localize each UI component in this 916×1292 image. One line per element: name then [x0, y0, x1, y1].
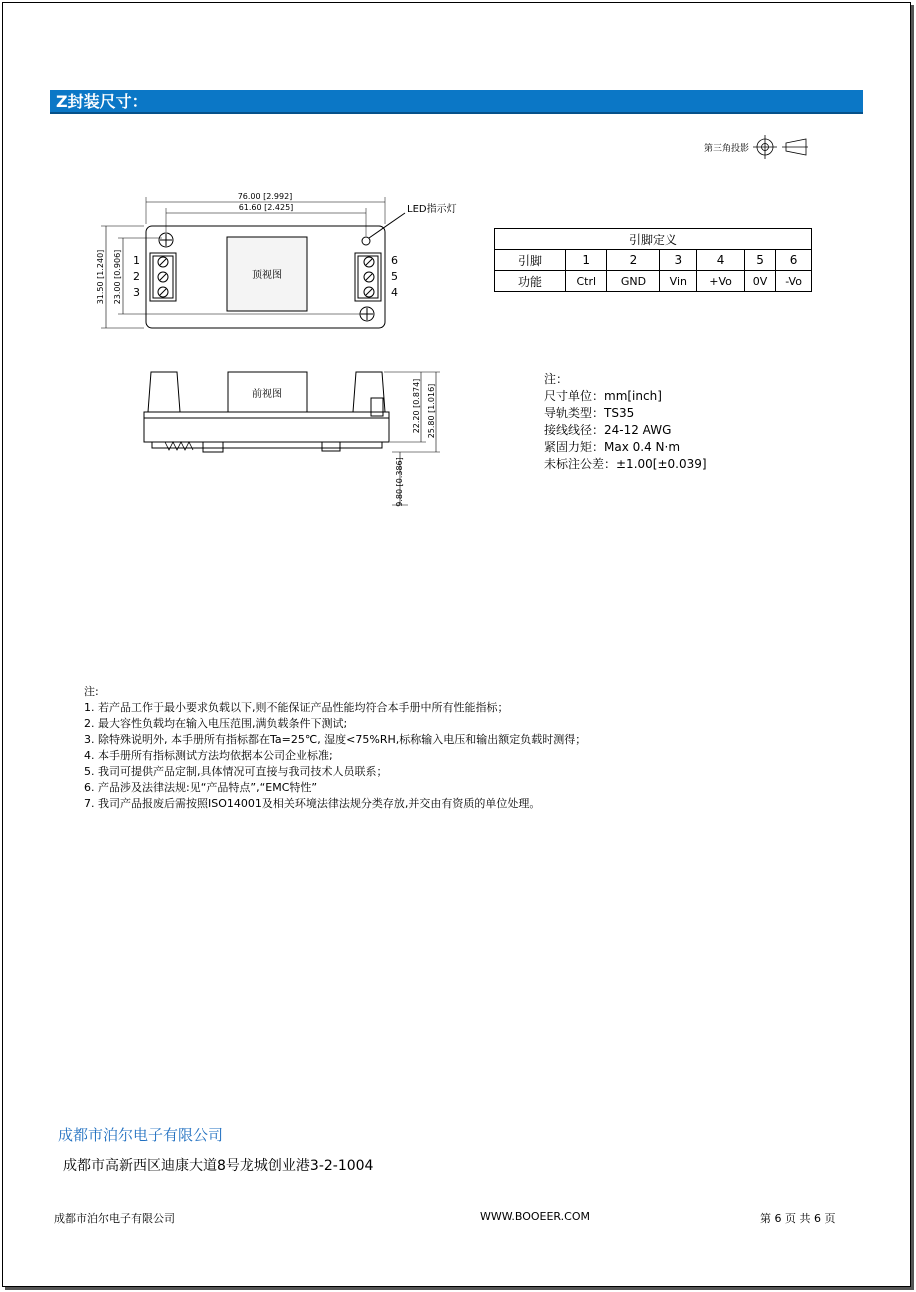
- pin-number: 2: [607, 250, 660, 271]
- footnote-line: 5. 我司可提供产品定制,具体情况可直接与我司技术人员联系；: [84, 765, 388, 778]
- pin-function: Vin: [660, 271, 697, 292]
- footnote-line: 1. 若产品工作于最小要求负载以下,则不能保证产品性能均符合本手册中所有性能指标；: [84, 701, 509, 714]
- dim-width-inner: 61.60 [2.425]: [238, 203, 294, 212]
- table-row: [495, 250, 812, 271]
- dim-front-total: 25.80 [1.016]: [427, 383, 436, 439]
- pin-function: 0V: [744, 271, 775, 292]
- pin-right-5: 5: [391, 270, 398, 283]
- top-view: [101, 197, 405, 328]
- pin-number: 5: [744, 250, 775, 271]
- pin-definition-table: [494, 228, 812, 292]
- table-row: [495, 271, 812, 292]
- pin-left-2: 2: [133, 270, 140, 283]
- footnote-line: 6. 产品涉及法律法规:见“产品特点”,“EMC特性”: [84, 781, 318, 794]
- footer-website: WWW.BOOEER.COM: [480, 1210, 591, 1223]
- note-line: 尺寸单位：mm[inch]: [544, 389, 662, 403]
- pin-table-title: 引脚定义: [495, 229, 812, 250]
- projection-label: 第三角投影: [704, 144, 750, 154]
- dim-rail: 9.80 [0.386]: [395, 457, 404, 507]
- footnotes: [84, 684, 586, 812]
- dimension-notes: [544, 371, 707, 473]
- footnote-line: 3. 除特殊说明外, 本手册所有指标都在Ta=25℃, 湿度<75%RH,标称输入电压和输出额定负载时测得；: [84, 733, 587, 746]
- company-address: 成都市高新西区迪康大道8号龙城创业港3-2-1004: [63, 1158, 374, 1174]
- notes-heading: 注：: [544, 372, 569, 386]
- footnote-line: 2. 最大容性负载均在输入电压范围,满负载条件下测试;: [84, 717, 348, 730]
- pin-number: 4: [697, 250, 745, 271]
- note-line: 接线线径：24-12 AWG: [544, 423, 672, 437]
- footer-company: 成都市泊尔电子有限公司: [54, 1212, 175, 1225]
- pin-function: -Vo: [776, 271, 812, 292]
- pin-left-3: 3: [133, 286, 140, 299]
- company-name: 成都市泊尔电子有限公司: [58, 1126, 224, 1144]
- top-view-label: 顶视图: [252, 270, 282, 281]
- function-row-label: 功能: [495, 271, 566, 292]
- pin-function: Ctrl: [566, 271, 607, 292]
- dim-height-outer: 31.50 [1.240]: [96, 249, 105, 305]
- note-line: 未标注公差：±1.00[±0.039]: [544, 457, 707, 471]
- pin-number: 3: [660, 250, 697, 271]
- note-line: 导轨类型：TS35: [544, 406, 635, 420]
- footer-page-number: 第 6 页 共 6 页: [760, 1212, 836, 1225]
- pin-right-6: 6: [391, 254, 398, 267]
- pin-number: 6: [776, 250, 812, 271]
- pin-function: +Vo: [697, 271, 745, 292]
- pin-right-4: 4: [391, 286, 398, 299]
- projection-symbol-icon: [753, 135, 808, 159]
- footnotes-heading: 注:: [84, 685, 99, 698]
- front-view-label: 前视图: [252, 389, 282, 400]
- section-title: Z封装尺寸：: [50, 90, 863, 114]
- pin-number: 1: [566, 250, 607, 271]
- footnote-line: 7. 我司产品报废后需按照ISO14001及相关环境法律法规分类存放,并交由有资质的单位处理。: [84, 797, 541, 810]
- pin-row-label: 引脚: [495, 250, 566, 271]
- dim-height-inner: 23.00 [0.906]: [113, 249, 122, 305]
- dim-width-outer: 76.00 [2.992]: [237, 192, 293, 201]
- footnote-line: 4. 本手册所有指标测试方法均依据本公司企业标准;: [84, 749, 333, 762]
- note-line: 紧固力矩：Max 0.4 N·m: [544, 440, 681, 454]
- pin-left-1: 1: [133, 254, 140, 267]
- dim-front-body: 22.20 [0.874]: [412, 378, 421, 434]
- pin-function: GND: [607, 271, 660, 292]
- led-label: LED指示灯: [407, 204, 457, 215]
